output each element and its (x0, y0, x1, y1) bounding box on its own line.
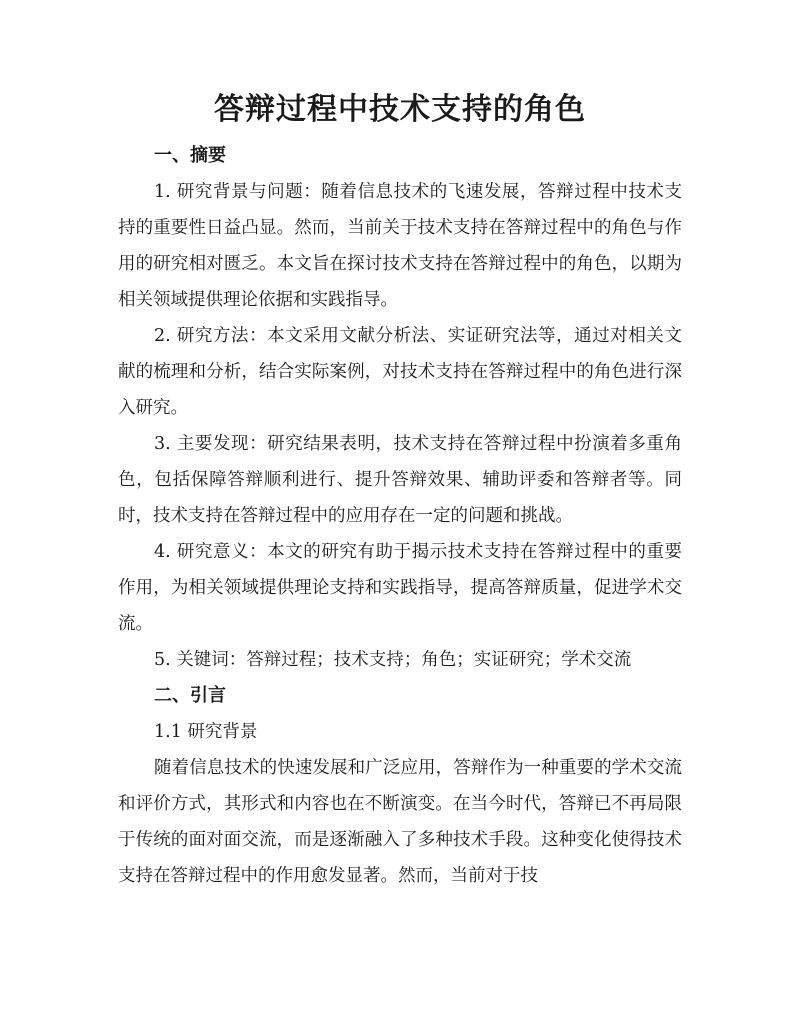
abstract-paragraph-2: 2. 研究方法：本文采用文献分析法、实证研究法等，通过对相关文献的梳理和分析，结合实际案例，对技术支持在答辩过程中的角色进行深入研究。 (118, 326, 682, 418)
abstract-paragraph-4: 4. 研究意义：本文的研究有助于揭示技术支持在答辩过程中的重要作用，为相关领域提供理论支持和实践指导，提高答辩质量，促进学术交流。 (118, 542, 682, 634)
abstract-paragraph-1: 1. 研究背景与问题：随着信息技术的飞速发展，答辩过程中技术支持的重要性日益凸显。然而，当前关于技术支持在答辩过程中的角色与作用的研究相对匮乏。本文旨在探讨技术支持在答辩过程中的角色，以期为相关领域提供理论依据和实践指导。 (118, 182, 682, 310)
introduction-paragraph-1: 随着信息技术的快速发展和广泛应用，答辩作为一种重要的学术交流和评价方式，其形式和内容也在不断演变。在当今时代，答辩已不再局限于传统的面对面交流，而是逐渐融入了多种技术手段。这种变化使得技术支持在答辩过程中的作用愈发显著。然而，当前对于技 (118, 758, 682, 886)
document-title: 答辩过程中技术支持的角色 (214, 92, 586, 127)
abstract-keywords: 5. 关键词：答辩过程；技术支持；角色；实证研究；学术交流 (154, 650, 632, 670)
subsection-heading-background: 1.1 研究背景 (154, 722, 258, 742)
section-heading-introduction: 二、引言 (154, 685, 226, 706)
abstract-paragraph-3: 3. 主要发现：研究结果表明，技术支持在答辩过程中扮演着多重角色，包括保障答辩顺利进行、提升答辩效果、辅助评委和答辩者等。同时，技术支持在答辩过程中的应用存在一定的问题和挑战。 (118, 434, 682, 526)
section-heading-abstract: 一、摘要 (154, 145, 226, 166)
